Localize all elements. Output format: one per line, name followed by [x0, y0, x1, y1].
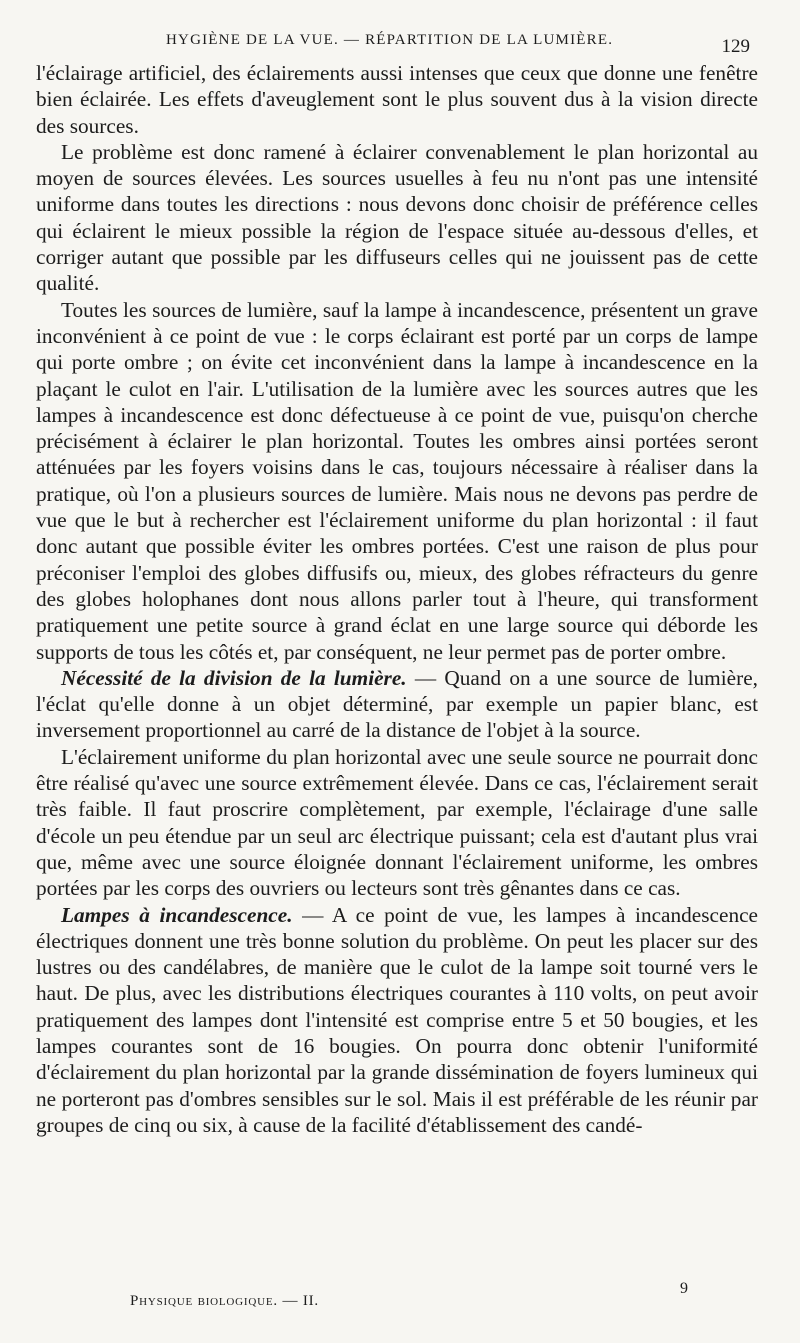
paragraph-5: L'éclairement uniforme du plan horizontal avec une seule source ne pourrait donc être réalisé qu'avec une source extrêmement élevée. Dans ce cas, l'éclairement serait très faible. Il faut proscrire complètement, par exemple, l'éclairage d'une salle d'école un peu étendue par un seul arc électrique puissant; cela est d'autant plus vrai que, même avec une source éloignée donnant l'éclairement uniforme, les ombres portées par les corps des ouvriers ou lecteurs sont très gênantes dans ce cas.	[36, 744, 758, 901]
page-header	[36, 26, 764, 56]
book-title: Physique biologique. — II.	[130, 1293, 319, 1309]
paragraph-6	[36, 902, 758, 1139]
paragraph-4-text: — Quand on a une source de lumière, l'éclat qu'elle donne à un objet déterminé, par exemple un papier blanc, est inversement proportionnel au carré de la distance de l'objet à la source.	[36, 665, 758, 743]
paragraph-3: Toutes les sources de lumière, sauf la lampe à incandescence, présentent un grave inconvénient à ce point de vue : le corps éclairant est porté par un corps de lampe qui porte ombre ; on évite cet inconvénient dans la lampe à incandescence en la plaçant le culot en l'air. L'utilisation de la lumière avec les sources autres que les lampes à incandescence est donc défectueuse à ce point de vue, puisqu'on cherche précisément à éclairer le plan horizontal. Toutes les ombres ainsi portées seront atténuées par les foyers voisins dans le cas, toujours nécessaire à réaliser dans la pratique, où l'on a plusieurs sources de lumière. Mais nous ne devons pas perdre de vue que le but à rechercher est l'éclairement uniforme du plan horizontal : il faut donc autant que possible éviter les ombres portées. C'est une raison de plus pour préconiser l'emploi des globes diffusifs ou, mieux, des globes réfracteurs du genre des globes holophanes dont nous allons parler tout à l'heure, qui transforment pratiquement une petite source à grand éclat en une large source qui déborde les supports de tous les côtés et, par conséquent, ne leur permet pas de porter ombre.	[36, 297, 758, 664]
section-heading-division: Nécessité de la division de la lumière.	[61, 665, 407, 690]
running-title: HYGIÈNE DE LA VUE. — RÉPARTITION DE LA LUMIÈRE.	[166, 32, 614, 48]
paragraph-6-text: — A ce point de vue, les lampes à incandescence électriques donnent une très bonne solution du problème. On peut les placer sur des lustres ou des candélabres, de manière que le culot de la lampe soit tourné vers le haut. De plus, avec les distributions électriques courantes à 110 volts, on peut avoir pratiquement des lampes dont l'intensité est comprise entre 5 et 50 bougies, et les lampes courantes sont de 16 bougies. On pourra donc obtenir l'uniformité d'éclairement du plan horizontal par la grande dissémination de foyers lumineux qui ne porteront pas d'ombres sensibles sur le sol. Mais il est préférable de les réunir par groupes de cinq ou six, à cause de la facilité d'établissement des candé-	[36, 902, 758, 1137]
paragraph-4	[36, 665, 758, 744]
signature-mark: 9	[680, 1280, 688, 1297]
paragraph-1: l'éclairage artificiel, des éclairements aussi intenses que ceux que donne une fenêtre bien éclairée. Les effets d'aveuglement sont le plus souvent dus à la vision directe des sources.	[36, 61, 758, 138]
section-heading-lampes: Lampes à incandescence.	[61, 902, 293, 927]
page-body	[36, 60, 758, 1138]
page-number: 129	[721, 36, 750, 57]
paragraph-2: Le problème est donc ramené à éclairer convenablement le plan horizontal au moyen de sources élevées. Les sources usuelles à feu nu n'ont pas une intensité uniforme dans toutes les directions : nous devons donc choisir de préférence celles qui éclairent le mieux possible la région de l'espace située au-dessous d'elles, et corriger autant que possible par les diffuseurs celles qui ne jouissent pas de cette qualité.	[36, 139, 758, 296]
